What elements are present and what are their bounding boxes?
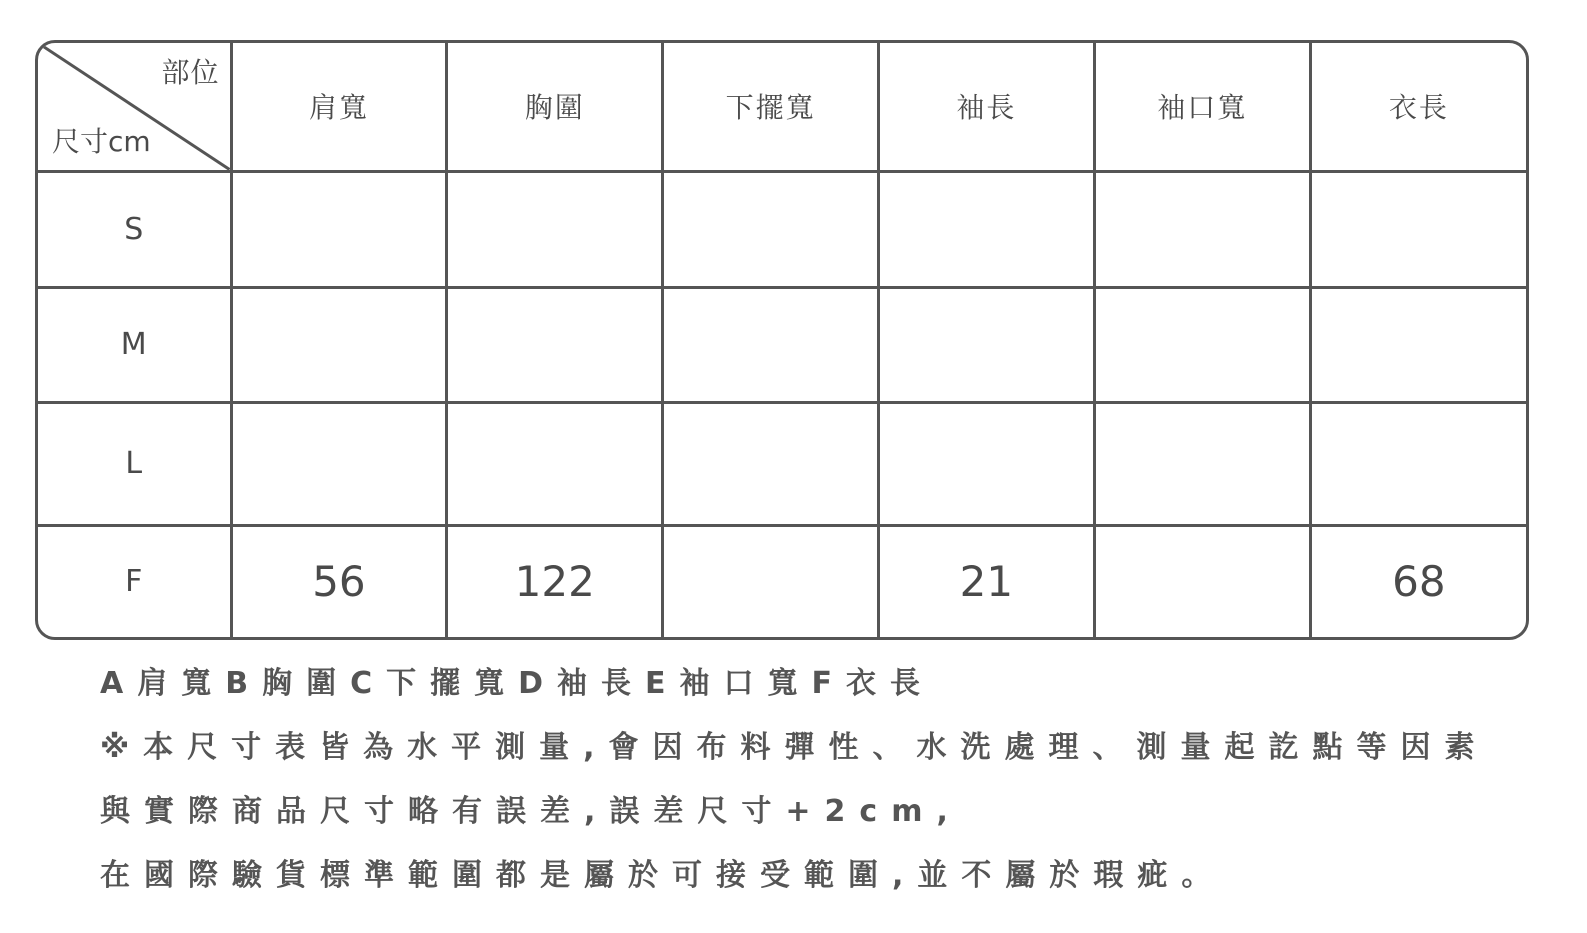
table-cell: 68 bbox=[1310, 525, 1526, 637]
measurement-notes bbox=[100, 662, 1540, 918]
table-cell bbox=[663, 287, 879, 402]
table-cell: 21 bbox=[878, 525, 1094, 637]
table-cell: 56 bbox=[231, 525, 447, 637]
notes-legend-line: A肩寬B胸圍C下擺寬D袖長E袖口寬F衣長 bbox=[100, 666, 934, 701]
size-table bbox=[38, 43, 1526, 637]
column-header-sleeve-length: 袖長 bbox=[878, 43, 1094, 171]
column-header-cuff-width: 袖口寬 bbox=[1094, 43, 1310, 171]
notes-disclaimer-line-1: ※本尺寸表皆為水平測量,會因布料彈性、水洗處理、測量起訖點等因素 bbox=[100, 730, 1489, 765]
table-cell bbox=[663, 171, 879, 287]
row-label-s: S bbox=[38, 171, 231, 287]
row-label-f: F bbox=[38, 525, 231, 637]
table-cell bbox=[447, 402, 663, 525]
table-row-m bbox=[38, 287, 1526, 402]
size-chart-table bbox=[35, 40, 1529, 640]
corner-header-cell bbox=[38, 43, 231, 171]
table-cell bbox=[878, 171, 1094, 287]
row-label-m: M bbox=[38, 287, 231, 402]
column-header-hem: 下擺寬 bbox=[663, 43, 879, 171]
table-cell bbox=[878, 287, 1094, 402]
corner-size-unit-label: 尺寸cm bbox=[52, 124, 151, 158]
table-cell bbox=[447, 287, 663, 402]
table-cell bbox=[663, 525, 879, 637]
table-cell bbox=[1094, 287, 1310, 402]
column-header-body-length: 衣長 bbox=[1310, 43, 1526, 171]
table-cell bbox=[1310, 402, 1526, 525]
table-cell bbox=[231, 287, 447, 402]
notes-disclaimer-line-2: 與實際商品尺寸略有誤差,誤差尺寸+2cm, bbox=[100, 794, 962, 829]
row-label-l: L bbox=[38, 402, 231, 525]
table-cell bbox=[1310, 287, 1526, 402]
table-cell bbox=[878, 402, 1094, 525]
table-cell bbox=[1094, 525, 1310, 637]
table-row-l bbox=[38, 402, 1526, 525]
column-header-chest: 胸圍 bbox=[447, 43, 663, 171]
table-row-s bbox=[38, 171, 1526, 287]
table-cell bbox=[1310, 171, 1526, 287]
table-cell bbox=[231, 171, 447, 287]
table-cell: 122 bbox=[447, 525, 663, 637]
header-row bbox=[38, 43, 1526, 171]
notes-disclaimer-line-3: 在國際驗貨標準範圍都是屬於可接受範圍,並不屬於瑕疵。 bbox=[100, 858, 1226, 893]
table-cell bbox=[1094, 402, 1310, 525]
column-header-shoulder: 肩寬 bbox=[231, 43, 447, 171]
table-cell bbox=[447, 171, 663, 287]
table-cell bbox=[1094, 171, 1310, 287]
table-cell bbox=[231, 402, 447, 525]
table-row-f bbox=[38, 525, 1526, 637]
table-cell bbox=[663, 402, 879, 525]
corner-part-label: 部位 bbox=[161, 56, 220, 89]
